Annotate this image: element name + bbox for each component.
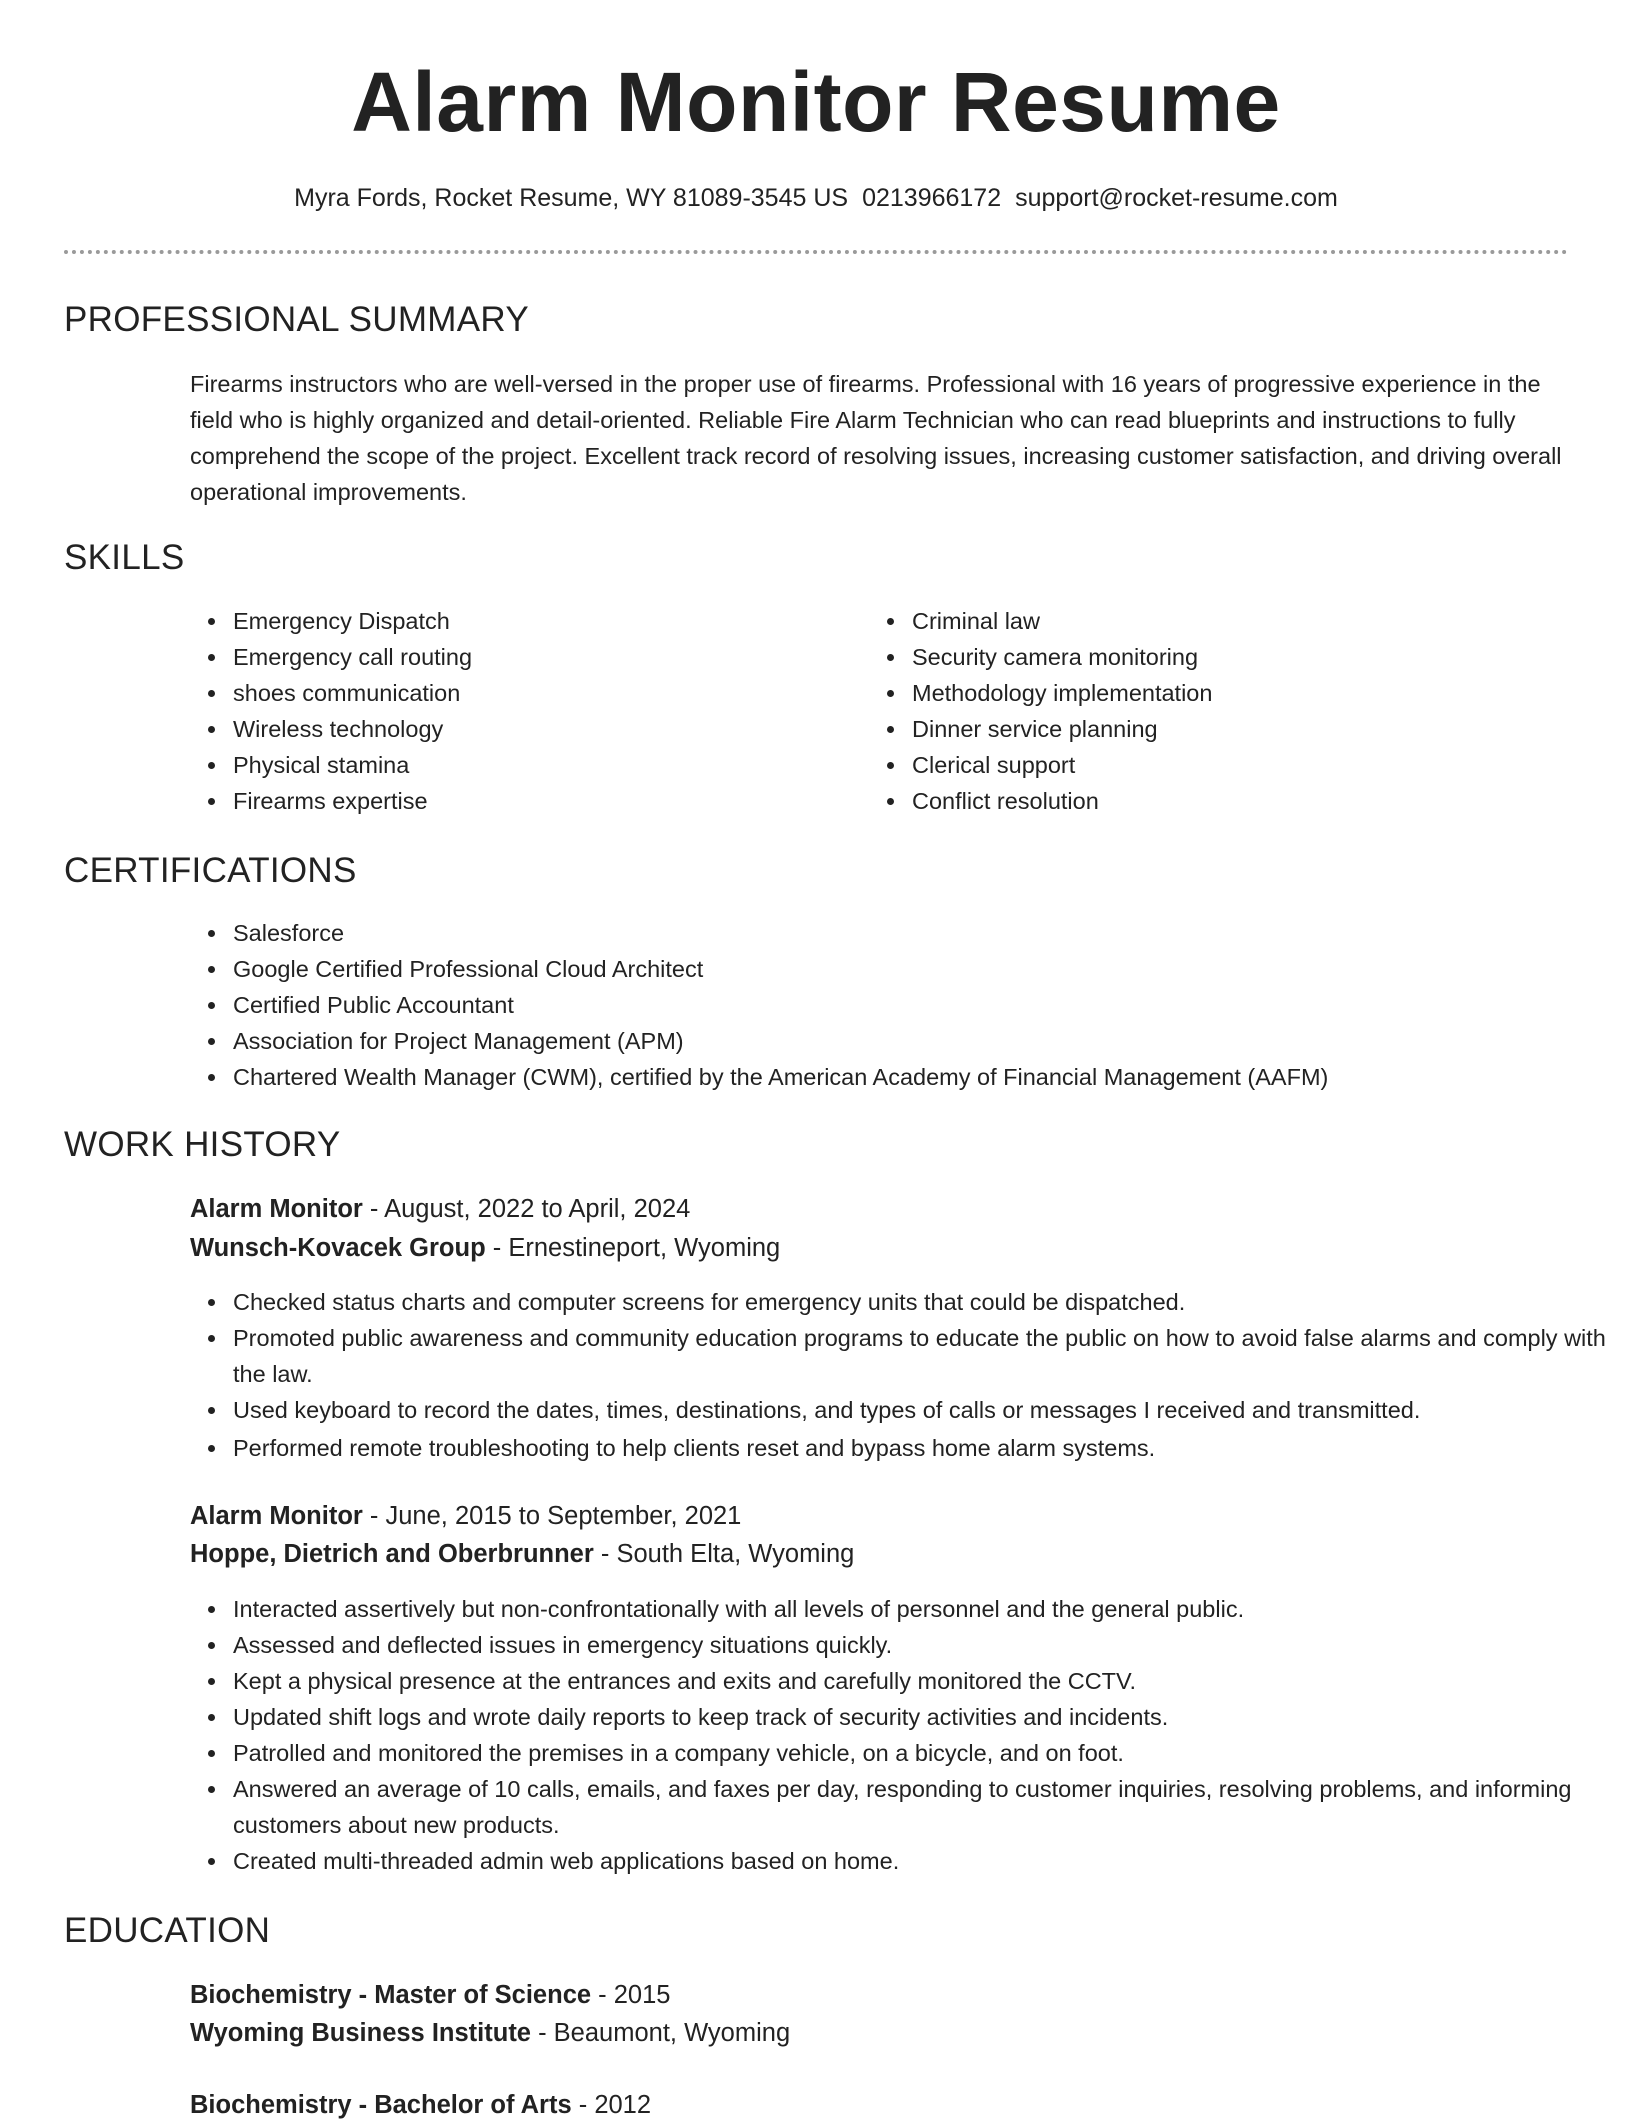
certifications-heading: CERTIFICATIONS xyxy=(64,851,357,890)
job-title-line xyxy=(190,1497,741,1535)
certification-item: Certified Public Accountant xyxy=(233,987,1603,1023)
education-year: - 2015 xyxy=(591,1981,671,2009)
skill-item: Emergency call routing xyxy=(233,639,853,675)
certification-item: Google Certified Professional Cloud Architect xyxy=(233,951,1603,987)
certification-item: Chartered Wealth Manager (CWM), certified by the American Academy of Financial Management (AAFM) xyxy=(233,1059,1603,1095)
job-company: Wunsch-Kovacek Group xyxy=(190,1234,486,1262)
certification-item: Association for Project Management (APM) xyxy=(233,1023,1603,1059)
education-degree: Biochemistry - Master of Science xyxy=(190,1981,592,2009)
skill-item: Physical stamina xyxy=(233,747,853,783)
education-heading: EDUCATION xyxy=(64,1911,271,1950)
skill-item: Conflict resolution xyxy=(912,783,1592,819)
skill-item: Firearms expertise xyxy=(233,783,853,819)
job-bullet: Checked status charts and computer screens for emergency units that could be dispatched. xyxy=(233,1284,1613,1320)
certification-item: Salesforce xyxy=(233,915,1603,951)
contact-line xyxy=(0,180,1632,216)
skills-list-left xyxy=(190,603,853,819)
resume-title: Alarm Monitor Resume xyxy=(351,55,1281,149)
job-bullet: Performed remote troubleshooting to help clients reset and bypass home alarm systems. xyxy=(233,1430,1613,1466)
job-title-line xyxy=(190,1190,690,1228)
education-degree-line xyxy=(190,2086,651,2124)
contact-email[interactable]: support@rocket-resume.com xyxy=(1015,184,1338,212)
education-school: Wyoming Business Institute xyxy=(190,2019,531,2047)
skills-list-right xyxy=(869,603,1592,819)
contact-address: Myra Fords, Rocket Resume, WY 81089-3545 US xyxy=(294,184,849,212)
job-location: - South Elta, Wyoming xyxy=(593,1540,855,1568)
job-bullet: Assessed and deflected issues in emergency situations quickly. xyxy=(233,1627,1613,1663)
job-company: Hoppe, Dietrich and Oberbrunner xyxy=(190,1540,594,1568)
summary-heading: PROFESSIONAL SUMMARY xyxy=(64,300,529,339)
job-bullet: Used keyboard to record the dates, times, destinations, and types of calls or messages I received and transmitted. xyxy=(233,1392,1613,1428)
job-bullet: Created multi-threaded admin web applications based on home. xyxy=(233,1843,1613,1879)
job-bullets xyxy=(190,1591,1613,1879)
job-company-line xyxy=(190,1229,780,1267)
education-year: - 2012 xyxy=(571,2091,652,2119)
job-title: Alarm Monitor xyxy=(190,1502,363,1530)
skill-item: Clerical support xyxy=(912,747,1592,783)
header-divider xyxy=(64,250,1568,254)
skills-heading: SKILLS xyxy=(64,538,185,577)
job-dates: - June, 2015 to September, 2021 xyxy=(362,1502,742,1530)
skill-item: Dinner service planning xyxy=(912,711,1592,747)
job-title: Alarm Monitor xyxy=(190,1195,363,1223)
education-location: - Beaumont, Wyoming xyxy=(531,2019,791,2047)
job-bullets xyxy=(190,1284,1613,1466)
education-degree: Biochemistry - Bachelor of Arts xyxy=(190,2091,572,2119)
certifications-list xyxy=(190,915,1603,1095)
skill-item: Wireless technology xyxy=(233,711,853,747)
job-bullet: Promoted public awareness and community education programs to educate the public on how to avoid false alarms and comply with the law. xyxy=(233,1320,1613,1392)
job-dates: - August, 2022 to April, 2024 xyxy=(362,1195,691,1223)
contact-phone: 0213966172 xyxy=(862,184,1002,212)
skill-item: shoes communication xyxy=(233,675,853,711)
skill-item: Methodology implementation xyxy=(912,675,1592,711)
skill-item: Emergency Dispatch xyxy=(233,603,853,639)
education-school-line xyxy=(190,2014,790,2052)
job-bullet: Answered an average of 10 calls, emails, and faxes per day, responding to customer inquiries, resolving problems, and informing customers about new products. xyxy=(233,1771,1613,1843)
skill-item: Security camera monitoring xyxy=(912,639,1592,675)
job-bullet: Kept a physical presence at the entrances and exits and carefully monitored the CCTV. xyxy=(233,1663,1613,1699)
job-bullet: Patrolled and monitored the premises in a company vehicle, on a bicycle, and on foot. xyxy=(233,1735,1613,1771)
job-company-line xyxy=(190,1535,854,1573)
work-history-heading: WORK HISTORY xyxy=(64,1125,341,1164)
job-bullet: Updated shift logs and wrote daily reports to keep track of security activities and incidents. xyxy=(233,1699,1613,1735)
skill-item: Criminal law xyxy=(912,603,1592,639)
summary-text: Firearms instructors who are well-versed in the proper use of firearms. Professional with 16 years of progressive experience in the field who is highly organized and detail-oriented. Reliable Fire Alarm Technician who can read blueprints and instructions to fully comprehend the scope of the project. Excellent track record of resolving issues, increasing customer satisfaction, and driving overall operational improvements. xyxy=(190,371,1562,505)
job-location: - Ernestineport, Wyoming xyxy=(485,1234,781,1262)
job-bullet: Interacted assertively but non-confrontationally with all levels of personnel and the general public. xyxy=(233,1591,1613,1627)
education-degree-line xyxy=(190,1976,670,2014)
